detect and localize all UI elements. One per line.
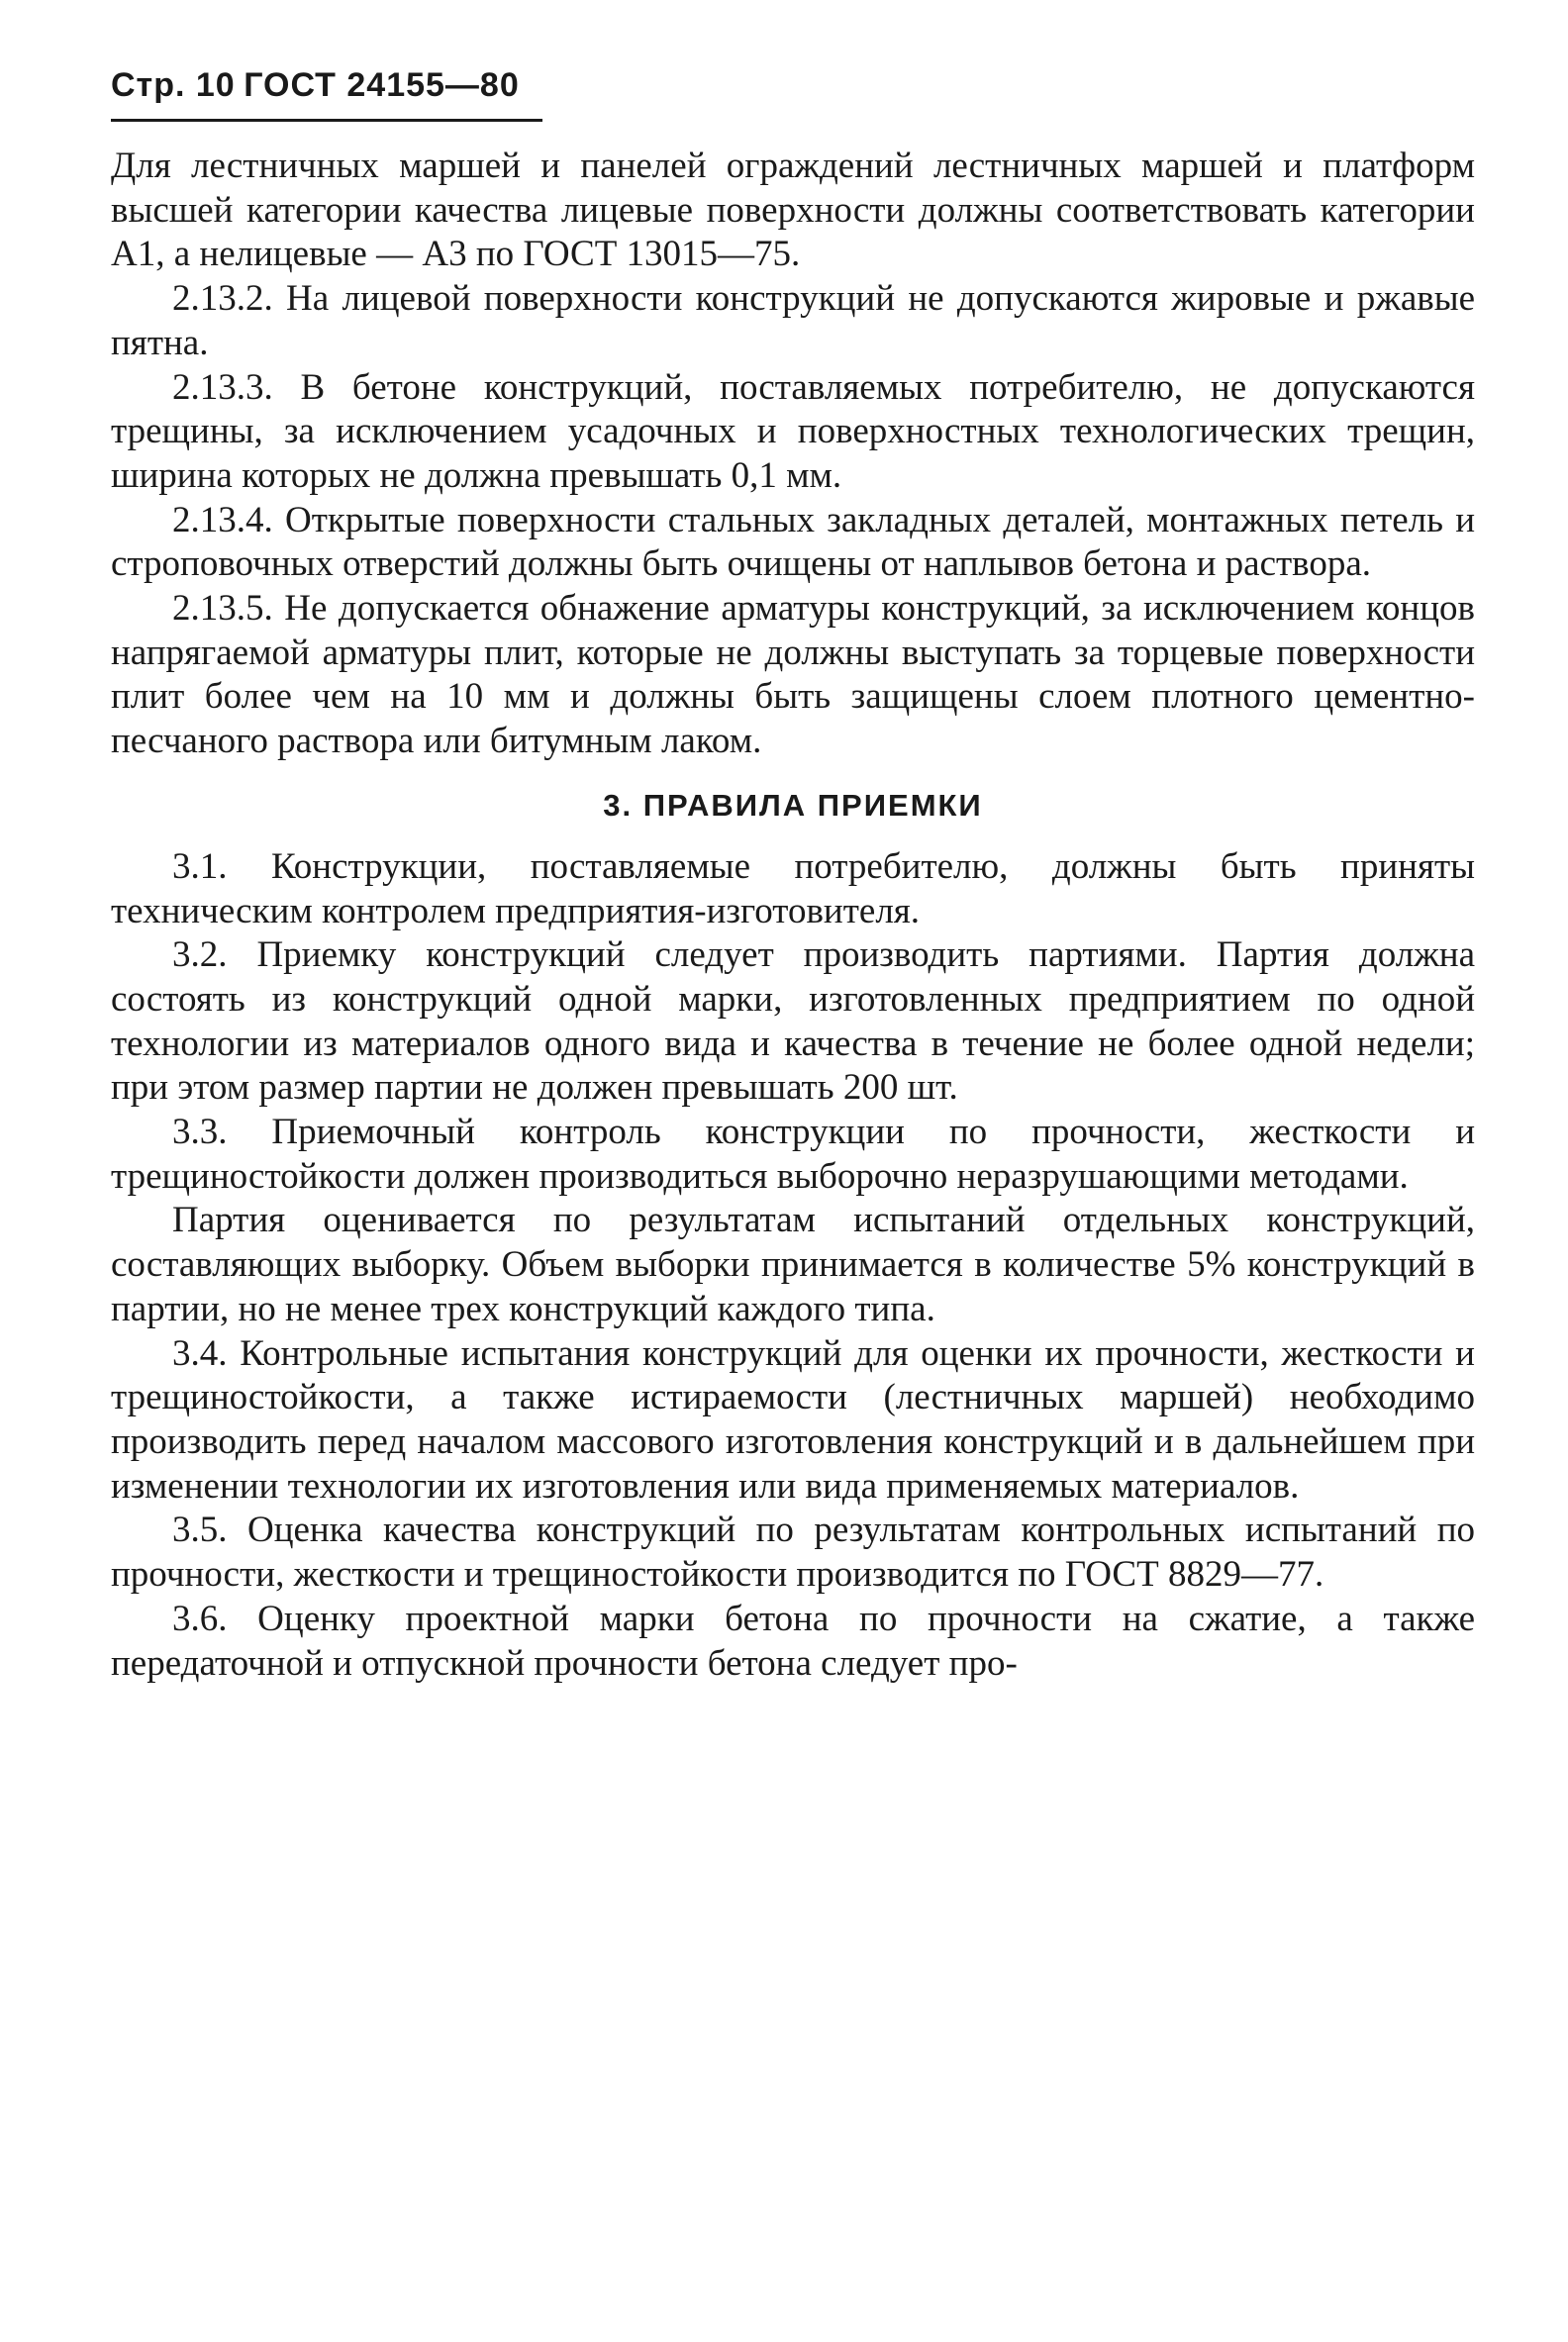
header-rule bbox=[111, 119, 542, 122]
paragraph-3-5: 3.5. Оценка качества конструкций по результатам контрольных испытаний по прочности, жесткости и трещиностойкости производится по ГОСТ 8829—77. bbox=[111, 1510, 1475, 1596]
paragraph-3-4: 3.4. Контрольные испытания конструкций для оценки их прочности, жесткости и трещиностойкости, а также истираемости (лестничных маршей) необходимо производить перед началом массового изготовления конструкций и в дальнейшем при изменении технологии их изготовления или вида применяемых материалов. bbox=[111, 1332, 1475, 1507]
paragraph-2-13-2: 2.13.2. На лицевой поверхности конструкций не допускаются жировые и ржавые пятна. bbox=[111, 278, 1475, 363]
paragraph-intro: Для лестничных маршей и панелей ограждений лестничных маршей и платформ высшей категории качества лицевые поверхности должны соответствовать категории А1, а нелицевые — А3 по ГОСТ 13015—75. bbox=[111, 146, 1475, 275]
document-body bbox=[111, 145, 1475, 1686]
paragraph-2-13-3: 2.13.3. В бетоне конструкций, поставляемых потребителю, не допускаются трещины, за исключением усадочных и поверхностных технологических трещин, ширина которых не должна превышать 0,1 мм. bbox=[111, 366, 1475, 496]
paragraph-2-13-4: 2.13.4. Открытые поверхности стальных закладных деталей, монтажных петель и строповочных отверстий должны быть очищены от наплывов бетона и раствора. bbox=[111, 499, 1475, 585]
paragraph-3-2: 3.2. Приемку конструкций следует производить партиями. Партия должна состоять из конструкций одной марки, изготовленных предприятием по одной технологии из материалов одного вида и качества в течение не более одной недели; при этом размер партии не должен превышать 200 шт. bbox=[111, 934, 1475, 1109]
paragraph-3-1: 3.1. Конструкции, поставляемые потребителю, должны быть приняты техническим контролем предприятия-изготовителя. bbox=[111, 845, 1475, 931]
standard-designation: ГОСТ 24155—80 bbox=[244, 66, 520, 104]
section-heading: 3. ПРАВИЛА ПРИЕМКИ bbox=[603, 787, 983, 823]
page-number-label: Стр. 10 bbox=[111, 66, 236, 104]
paragraph-3-3-continued: Партия оценивается по результатам испытаний отдельных конструкций, составляющих выборку. Объем выборки принимается в количестве 5% конструкций в партии, но не менее трех конструкций каждого типа. bbox=[111, 1200, 1475, 1329]
paragraph-2-13-5: 2.13.5. Не допускается обнажение арматуры конструкций, за исключением концов напрягаемой арматуры плит, которые не должны выступать за торцевые поверхности плит более чем на 10 мм и должны быть защищены слоем плотного цементно-песчаного раствора или битумным лаком. bbox=[111, 588, 1475, 762]
paragraph-3-6: 3.6. Оценку проектной марки бетона по прочности на сжатие, а также передаточной и отпускной прочности бетона следует про- bbox=[111, 1598, 1475, 1684]
page-header bbox=[111, 65, 520, 106]
paragraph-3-3: 3.3. Приемочный контроль конструкции по прочности, жесткости и трещиностойкости должен производиться выборочно неразрушающими методами. bbox=[111, 1112, 1475, 1197]
